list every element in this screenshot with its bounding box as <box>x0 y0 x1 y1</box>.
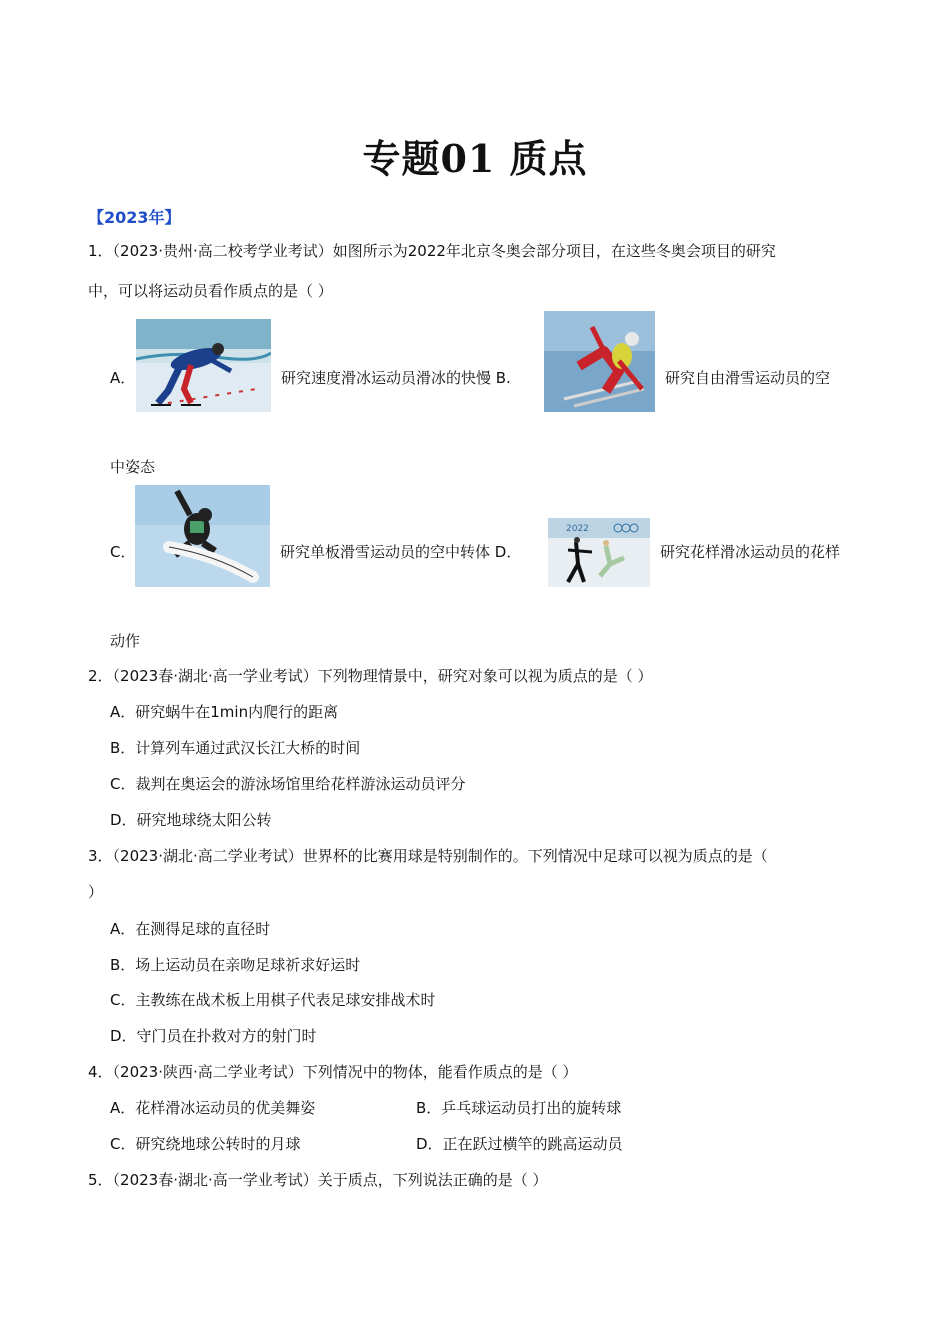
figure-skaters-image <box>548 518 650 587</box>
q4-stem: 4．（2023·陕西·高二学业考试）下列情况中的物体，能看作质点的是（ ） <box>88 1063 578 1081</box>
q2-option-b: B．计算列车通过武汉长江大桥的时间 <box>110 739 361 757</box>
q2-option-a: A．研究蜗牛在1min内爬行的距离 <box>110 703 339 721</box>
q1-option-d-text: 研究花样滑冰运动员的花样 <box>660 543 841 561</box>
q4-option-a: A．花样滑冰运动员的优美舞姿 <box>110 1099 316 1117</box>
q1-stem-line2: 中，可以将运动员看作质点的是（ ） <box>88 282 333 300</box>
speed-skater-image <box>136 319 271 412</box>
q3-option-c: C．主教练在战术板上用棋子代表足球安排战术时 <box>110 991 436 1009</box>
q1-option-b-continued: 中姿态 <box>110 458 156 476</box>
q5-stem: 5．（2023春·湖北·高一学业考试）关于质点，下列说法正确的是（ ） <box>88 1171 548 1189</box>
q2-stem: 2．（2023春·湖北·高一学业考试）下列物理情景中，研究对象可以视为质点的是（ ） <box>88 667 653 685</box>
q3-option-b: B．场上运动员在亲吻足球祈求好运时 <box>110 956 361 974</box>
figure-skaters-image-caption: 2022 <box>566 524 589 534</box>
section-heading: 【2023年】 <box>88 208 181 227</box>
q1-option-a-label: A． <box>110 369 136 387</box>
q3-stem-line1: 3．（2023·湖北·高二学业考试）世界杯的比赛用球是特别制作的。下列情况中足球可以视为质点的是（ <box>88 847 768 865</box>
q1-option-b-text: 研究自由滑雪运动员的空 <box>665 369 831 387</box>
q3-option-d: D．守门员在扑救对方的射门时 <box>110 1027 317 1045</box>
q2-option-c: C．裁判在奥运会的游泳场馆里给花样游泳运动员评分 <box>110 775 466 793</box>
snowboarder-image <box>135 485 270 587</box>
q1-stem-line1: 1．（2023·贵州·高二校考学业考试）如图所示为2022年北京冬奥会部分项目，在这些冬奥会项目的研究 <box>88 242 776 260</box>
page-title: 专题01 质点 <box>362 136 588 181</box>
q1-option-d-continued: 动作 <box>110 632 141 650</box>
q3-option-a: A．在测得足球的直径时 <box>110 920 271 938</box>
q4-option-b: B．乒乓球运动员打出的旋转球 <box>416 1099 622 1117</box>
q1-option-c-label: C． <box>110 543 136 561</box>
q1-option-c-text: 研究单板滑雪运动员的空中转体 D． <box>280 543 522 561</box>
q1-option-a-text: 研究速度滑冰运动员滑冰的快慢 B. <box>281 369 511 387</box>
freestyle-skier-image <box>544 311 655 412</box>
q4-option-d: D．正在跃过横竿的跳高运动员 <box>416 1135 623 1153</box>
q4-option-c: C．研究绕地球公转时的月球 <box>110 1135 301 1153</box>
q2-option-d: D．研究地球绕太阳公转 <box>110 811 272 829</box>
q3-stem-line2: ） <box>88 883 104 901</box>
